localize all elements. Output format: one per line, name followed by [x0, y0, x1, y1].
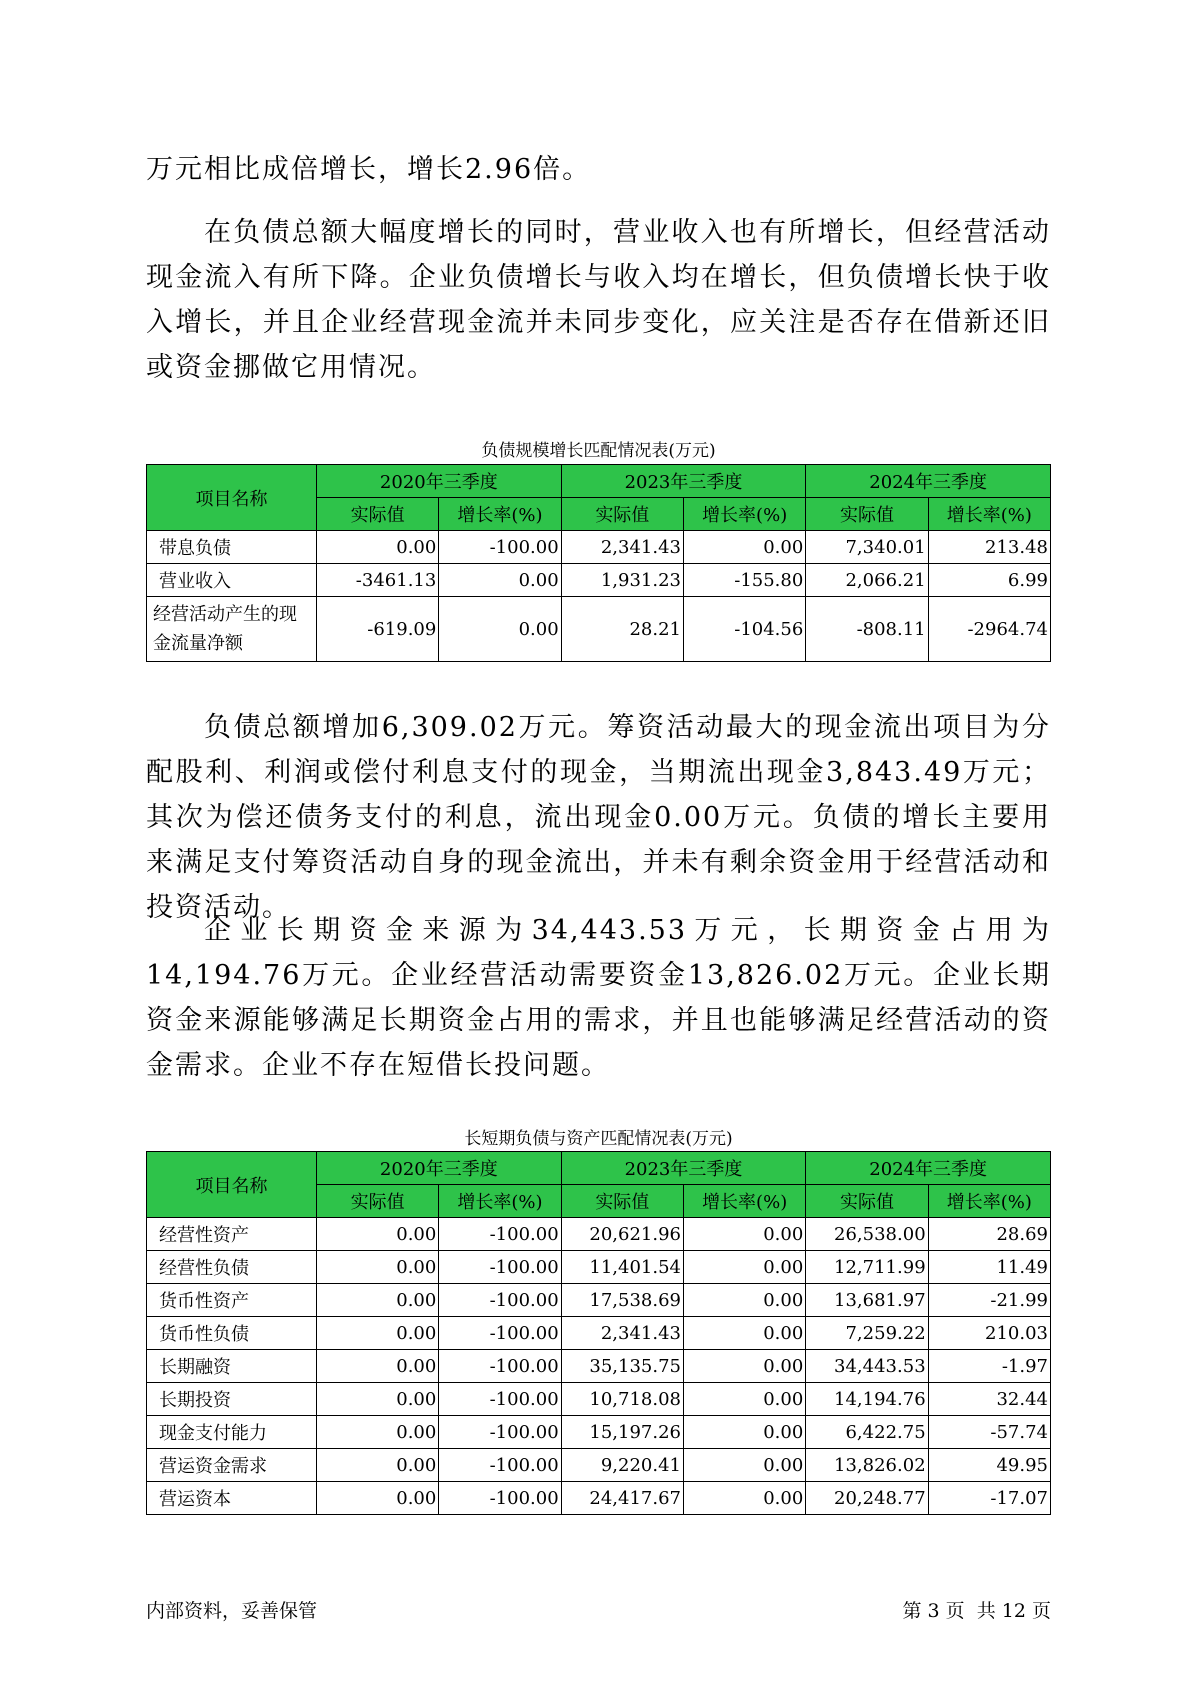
cell-value: -104.56 — [683, 597, 805, 662]
cell-value: 7,340.01 — [806, 531, 928, 564]
sub-header: 实际值 — [561, 498, 683, 531]
table-row — [147, 1449, 1051, 1482]
footer-page-number: 第 3 页 共 12 页 — [902, 1600, 1051, 1622]
sub-header: 实际值 — [806, 498, 928, 531]
row-label: 长期投资 — [147, 1383, 317, 1416]
period-header: 2024年三季度 — [806, 1152, 1051, 1185]
cell-value: 34,443.53 — [806, 1350, 928, 1383]
row-label: 现金支付能力 — [147, 1416, 317, 1449]
sub-header: 增长率(%) — [683, 498, 805, 531]
table-row — [147, 1284, 1051, 1317]
cell-value: -21.99 — [928, 1284, 1050, 1317]
cell-value: -155.80 — [683, 564, 805, 597]
cell-value: -17.07 — [928, 1482, 1050, 1515]
cell-value: -100.00 — [439, 1416, 561, 1449]
cell-value: -619.09 — [317, 597, 439, 662]
cell-value: 11.49 — [928, 1251, 1050, 1284]
cell-value: -100.00 — [439, 1482, 561, 1515]
cell-value: -57.74 — [928, 1416, 1050, 1449]
item-name-header: 项目名称 — [147, 465, 317, 531]
table-row — [147, 1350, 1051, 1383]
cell-value: 0.00 — [683, 531, 805, 564]
cell-value: 13,826.02 — [806, 1449, 928, 1482]
cell-value: 2,341.43 — [561, 531, 683, 564]
row-label: 营运资金需求 — [147, 1449, 317, 1482]
cell-value: -808.11 — [806, 597, 928, 662]
row-label: 经营性负债 — [147, 1251, 317, 1284]
row-label: 带息负债 — [147, 531, 317, 564]
cell-value: 0.00 — [683, 1317, 805, 1350]
cell-value: 15,197.26 — [561, 1416, 683, 1449]
table-row — [147, 1482, 1051, 1515]
cell-value: 0.00 — [317, 1218, 439, 1251]
sub-header: 增长率(%) — [439, 1185, 561, 1218]
cell-value: 10,718.08 — [561, 1383, 683, 1416]
paragraph-debt-total: 负债总额增加6,309.02万元。筹资活动最大的现金流出项目为分配股利、利润或偿付利息支付的现金，当期流出现金3,843.49万元；其次为偿还债务支付的利息，流出现金0.00万元。负债的增长主要用来满足支付筹资活动自身的现金流出，并未有剩余资金用于经营活动和投资活动。 — [146, 712, 1051, 923]
cell-value: 6,422.75 — [806, 1416, 928, 1449]
cell-value: 17,538.69 — [561, 1284, 683, 1317]
cell-value: 0.00 — [317, 1317, 439, 1350]
paragraph-long-term-funds: 企业长期资金来源为34,443.53万元，长期资金占用为14,194.76万元。企业经营活动需要资金13,826.02万元。企业长期资金来源能够满足长期资金占用的需求，并且也能够满足经营活动的资金需求。企业不存在短借长投问题。 — [146, 915, 1051, 1081]
cell-value: 24,417.67 — [561, 1482, 683, 1515]
cell-value: -3461.13 — [317, 564, 439, 597]
cell-value: 12,711.99 — [806, 1251, 928, 1284]
cell-value: -100.00 — [439, 1218, 561, 1251]
cell-value: 35,135.75 — [561, 1350, 683, 1383]
cell-value: 26,538.00 — [806, 1218, 928, 1251]
period-header: 2023年三季度 — [561, 1152, 806, 1185]
cell-value: 0.00 — [317, 531, 439, 564]
cell-value: 32.44 — [928, 1383, 1050, 1416]
table-row — [147, 531, 1051, 564]
sub-header: 增长率(%) — [928, 1185, 1050, 1218]
table1-caption: 负债规模增长匹配情况表(万元) — [481, 441, 716, 461]
row-label: 长期融资 — [147, 1350, 317, 1383]
row-label: 货币性资产 — [147, 1284, 317, 1317]
cell-value: -100.00 — [439, 1251, 561, 1284]
table-row — [147, 564, 1051, 597]
cell-value: 2,066.21 — [806, 564, 928, 597]
table-row — [147, 1218, 1051, 1251]
cell-value: 13,681.97 — [806, 1284, 928, 1317]
cell-value: 0.00 — [439, 564, 561, 597]
cell-value: 6.99 — [928, 564, 1050, 597]
table-row — [147, 1251, 1051, 1284]
table-row — [147, 597, 1051, 662]
sub-header: 实际值 — [806, 1185, 928, 1218]
cell-value: 0.00 — [683, 1383, 805, 1416]
cell-value: 28.69 — [928, 1218, 1050, 1251]
cell-value: 20,621.96 — [561, 1218, 683, 1251]
period-header: 2020年三季度 — [317, 465, 562, 498]
item-name-header: 项目名称 — [147, 1152, 317, 1218]
sub-header: 增长率(%) — [928, 498, 1050, 531]
cell-value: 14,194.76 — [806, 1383, 928, 1416]
cell-value: 0.00 — [439, 597, 561, 662]
sub-header: 实际值 — [561, 1185, 683, 1218]
row-label: 货币性负债 — [147, 1317, 317, 1350]
cell-value: 0.00 — [683, 1251, 805, 1284]
table-row — [147, 1317, 1051, 1350]
cell-value: 0.00 — [683, 1218, 805, 1251]
debt-growth-table — [146, 464, 1051, 662]
period-header: 2020年三季度 — [317, 1152, 562, 1185]
table-row — [147, 1383, 1051, 1416]
cell-value: 0.00 — [317, 1284, 439, 1317]
table-row — [147, 1416, 1051, 1449]
cell-value: -100.00 — [439, 1383, 561, 1416]
row-label: 经营活动产生的现金流量净额 — [147, 597, 317, 662]
cell-value: 11,401.54 — [561, 1251, 683, 1284]
cell-value: 0.00 — [317, 1482, 439, 1515]
row-label: 营运资本 — [147, 1482, 317, 1515]
cell-value: -100.00 — [439, 1449, 561, 1482]
cell-value: -100.00 — [439, 1350, 561, 1383]
cell-value: 210.03 — [928, 1317, 1050, 1350]
cell-value: -100.00 — [439, 1317, 561, 1350]
cell-value: 0.00 — [683, 1284, 805, 1317]
sub-header: 实际值 — [317, 1185, 439, 1218]
period-header: 2023年三季度 — [561, 465, 806, 498]
cell-value: 0.00 — [317, 1449, 439, 1482]
sub-header: 实际值 — [317, 498, 439, 531]
cell-value: 0.00 — [317, 1251, 439, 1284]
row-label: 经营性资产 — [147, 1218, 317, 1251]
footer-confidential-note: 内部资料，妥善保管 — [146, 1600, 318, 1622]
cell-value: 0.00 — [317, 1350, 439, 1383]
cell-value: -2964.74 — [928, 597, 1050, 662]
cell-value: 0.00 — [317, 1383, 439, 1416]
cell-value: -100.00 — [439, 1284, 561, 1317]
cell-value: -100.00 — [439, 531, 561, 564]
cell-value: 0.00 — [317, 1416, 439, 1449]
cell-value: 20,248.77 — [806, 1482, 928, 1515]
cell-value: 49.95 — [928, 1449, 1050, 1482]
cell-value: 213.48 — [928, 531, 1050, 564]
paragraph-debt-revenue: 在负债总额大幅度增长的同时，营业收入也有所增长，但经营活动现金流入有所下降。企业负债增长与收入均在增长，但负债增长快于收入增长，并且企业经营现金流并未同步变化，应关注是否存在借新还旧或资金挪做它用情况。 — [146, 217, 1051, 383]
row-label: 营业收入 — [147, 564, 317, 597]
cell-value: 0.00 — [683, 1350, 805, 1383]
cell-value: 0.00 — [683, 1416, 805, 1449]
cell-value: 1,931.23 — [561, 564, 683, 597]
period-header: 2024年三季度 — [806, 465, 1051, 498]
cell-value: 7,259.22 — [806, 1317, 928, 1350]
sub-header: 增长率(%) — [683, 1185, 805, 1218]
cell-value: -1.97 — [928, 1350, 1050, 1383]
cell-value: 9,220.41 — [561, 1449, 683, 1482]
paragraph-continuation: 万元相比成倍增长，增长2.96倍。 — [146, 154, 592, 185]
sub-header: 增长率(%) — [439, 498, 561, 531]
cell-value: 28.21 — [561, 597, 683, 662]
cell-value: 0.00 — [683, 1449, 805, 1482]
cell-value: 0.00 — [683, 1482, 805, 1515]
table2-caption: 长短期负债与资产匹配情况表(万元) — [464, 1129, 733, 1149]
asset-liability-match-table — [146, 1151, 1051, 1515]
cell-value: 2,341.43 — [561, 1317, 683, 1350]
